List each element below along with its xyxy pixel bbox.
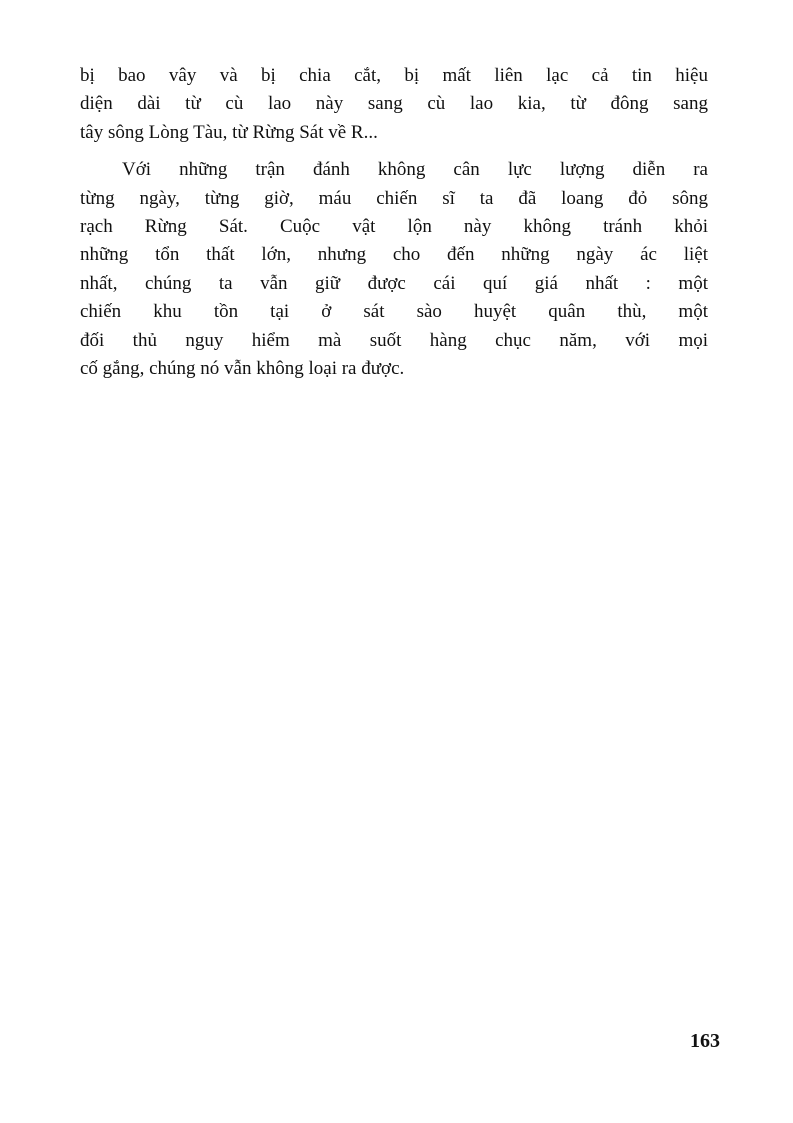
paragraph-2-line-1: Với những trận đánh không cân lực lượng diễn ra: [122, 159, 708, 181]
body-text: [80, 62, 708, 383]
paragraph-2-line-5: nhất, chúng ta vẫn giữ được cái quí giá nhất : một: [80, 272, 708, 294]
paragraph-2-line-7: đối thủ nguy hiểm mà suốt hàng chục năm, với mọi: [80, 329, 708, 351]
paragraph-2-line-8: cố gắng, chúng nó vẫn không loại ra được.: [80, 357, 405, 379]
paragraph-2-line-4: những tổn thất lớn, nhưng cho đến những ngày ác liệt: [80, 244, 708, 266]
paragraph-1-line-1: bị bao vây và bị chia cắt, bị mất liên lạc cả tin hiệu: [80, 65, 708, 86]
paragraph-1-line-2: diện dài từ cù lao này sang cù lao kia, từ đông sang: [80, 93, 708, 115]
paragraph-2-line-2: từng ngày, từng giờ, máu chiến sĩ ta đã loang đỏ sông: [80, 187, 708, 209]
paragraph-2-line-3: rạch Rừng Sát. Cuộc vật lộn này không tránh khỏi: [80, 215, 708, 237]
paragraph-1-line-3: tây sông Lòng Tàu, từ Rừng Sát về R...: [80, 121, 378, 143]
paragraph-gap: [80, 147, 708, 156]
page-number: 163: [690, 1030, 720, 1052]
paragraph-2-line-6: chiến khu tồn tại ở sát sào huyệt quân thù, một: [80, 301, 708, 323]
